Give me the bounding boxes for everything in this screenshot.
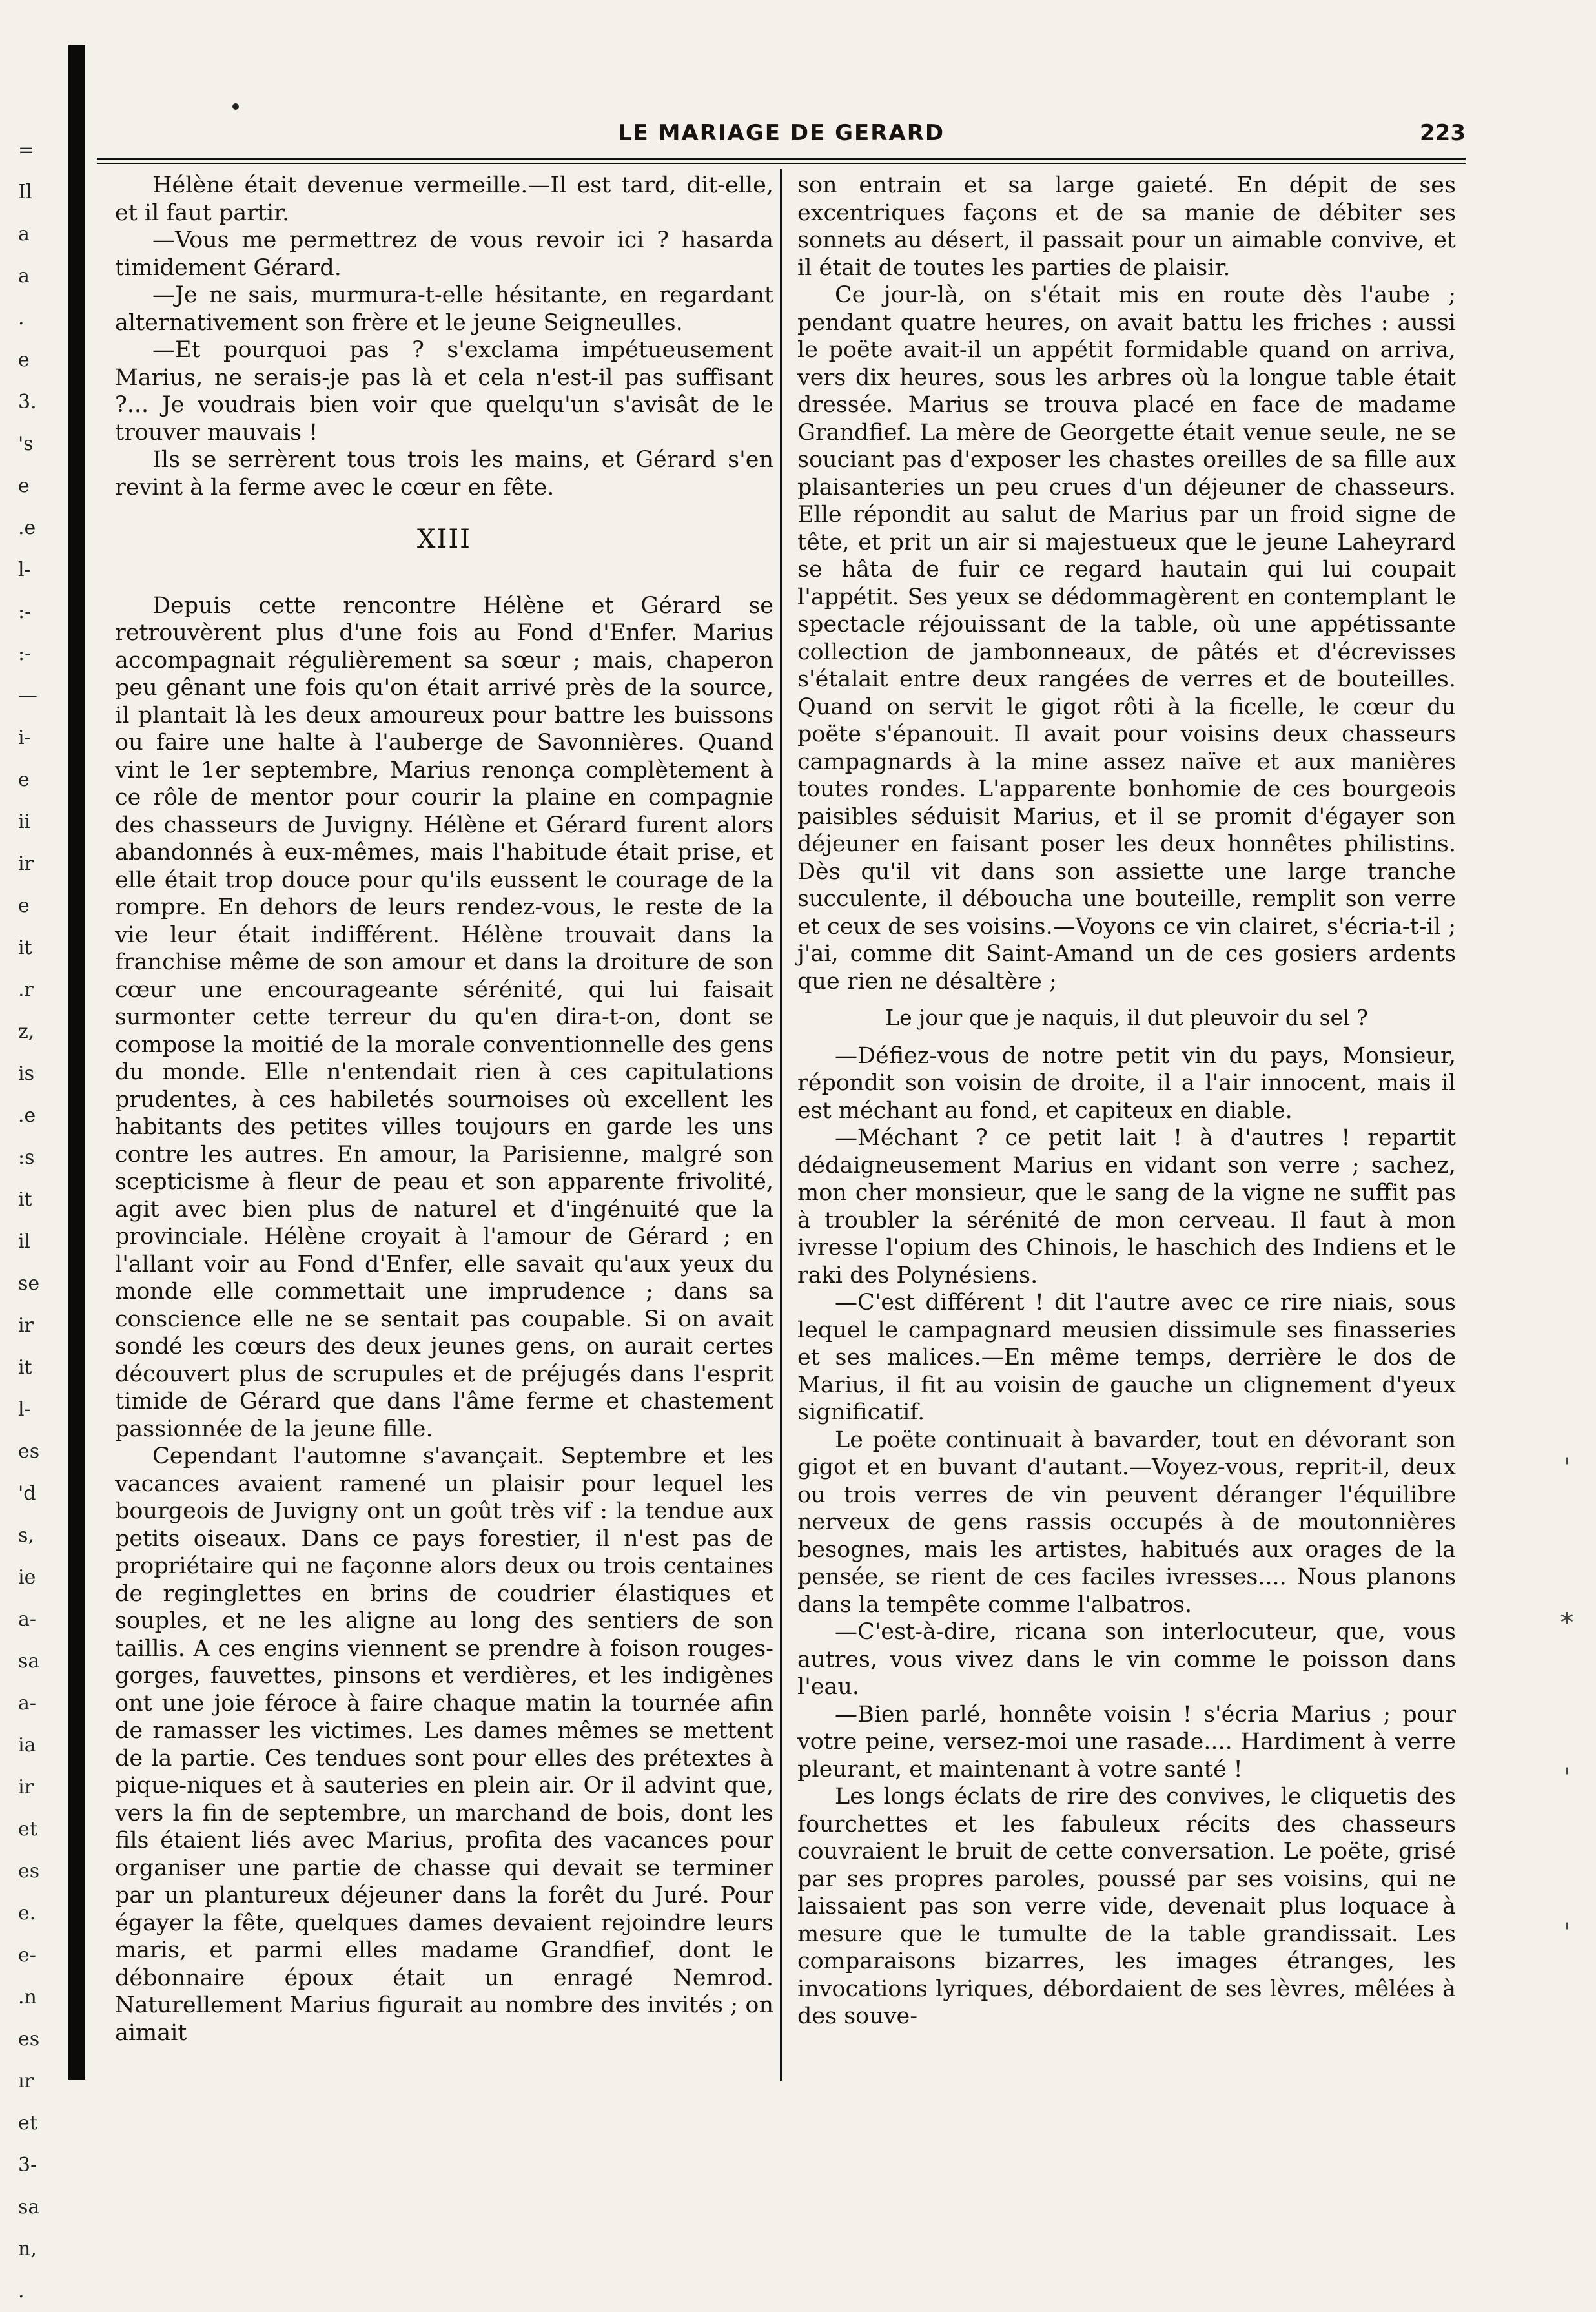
left-margin-bleedthrough [0,129,62,2302]
margin-fragment: ır [18,2070,34,2092]
margin-fragment: 3- [18,2154,37,2176]
margin-fragment: e [18,894,30,917]
paragraph: —C'est différent ! dit l'autre avec ce rire niais, sous lequel le campagnard meusien dissimule ses finasseries et ses malices.—En même temps, derrière le dos de Marius, il fit au voisin de gauche un clignement d'yeux significatif. [797,1290,1456,1425]
margin-mark: ' [1563,1918,1571,1948]
chapter-heading: XIII [417,524,471,554]
paragraph: —Bien parlé, honnête voisin ! s'écria Marius ; pour votre peine, versez-moi une rasade.... Hardiment à verre pleurant, et maintenant à votre santé ! [797,1701,1456,1782]
margin-fragment: :- [18,643,32,665]
margin-fragment: = [18,139,35,161]
paragraph: Cependant l'automne s'avançait. Septembre et les vacances avaient ramené un plaisir pour lequel les bourgeois de Juvigny ont un goût très vif : la tendue aux petits oiseaux. Dans ce pays forestier, il n'est pas de propriétaire qui ne façonne alors deux ou trois centaines de reginglettes en brins de coudrier élastiques et souples, et ne les aligne au long des sentiers de son taillis. A ces engins viennent se prendre à foison rouges-gorges, fauvettes, pinsons et verdières, et les indigènes ont une joie féroce à faire chaque matin la tournée afin de ramasser les victimes. Les dames mêmes se mettent de la partie. Ces tendues sont pour elles des prétextes à pique-niques et à sauteries en plein air. Or il advint que, vers la fin de septembre, un marchand de bois, dont les fils étaient liés avec Marius, profita des vacances pour organiser une partie de chasse qui devait se terminer par un plantureux déjeuner dans la forêt du Juré. Pour égayer la fête, quelques dames devaient rejoindre leurs maris, et parmi elles madame Grandfief, dont le débonnaire époux était un enragé Nemrod. Naturellement Marius figurait au nombre des invités ; on aimait [115,1443,773,2046]
paragraph: —Je ne sais, murmura-t-elle hésitante, en regardant alternativement son frère et le jeune Seigneulles. [115,282,773,336]
margin-mark: ' [1563,1763,1571,1793]
paragraph: Hélène était devenue vermeille.—Il est tard, dit-elle, et il faut partir. [115,172,773,226]
margin-fragment: e. [18,1902,36,1925]
paragraph: —Vous me permettrez de vous revoir ici ? hasarda timidement Gérard. [115,227,773,281]
margin-fragment: l- [18,1398,31,1421]
margin-fragment: sa [18,2196,40,2218]
right-column [797,172,1456,2083]
margin-fragment: . [18,307,25,329]
margin-fragment: e [18,769,30,791]
column-divider [780,169,782,2081]
margin-fragment: e [18,475,30,497]
margin-fragment: 'd [18,1482,36,1505]
margin-fragment: :s [18,1146,35,1169]
margin-fragment: et [18,1818,37,1841]
margin-fragment: .n [18,1986,37,2008]
paragraph: Ce jour-là, on s'était mis en route dès l'aube ; pendant quatre heures, on avait battu les friches : aussi le poëte avait-il un appétit formidable quand on arriva, vers dix heures, sous les arbres où la longue table était dressée. Marius se trouva placé en face de madame Grandfief. La mère de Georgette était venue seule, ne se souciant pas d'exposer les chastes oreilles de sa fille aux plaisanteries un peu crues d'un déjeuner de chasseurs. Elle répondit au salut de Marius par un froid signe de tête, et prit un air si majestueux que le jeune Laheyrard se hâta de fuir ce regard hautain qui lui coupait l'appétit. Ses yeux se dédommagèrent en contemplant le spectacle réjouissant de la table, où une appétissante collection de jambonneaux, de pâtés et d'écrevisses s'étalait entre deux rangées de verres et de bouteilles. Quand on servit le gigot rôti à la ficelle, le cœur du poëte s'épanouit. Il avait pour voisins deux chasseurs campagnards à la mine assez naïve et aux manières toutes rondes. L'apparente bonhomie de ces bourgeois paisibles séduisit Marius, et il se promit d'égayer son déjeuner en faisant poser les deux honnêtes philistins. Dès qu'il vit dans son assiette une large tranche succulente, il déboucha une bouteille, remplit son verre et ceux de ses voisins.—Voyons ce vin clairet, s'écria-t-il ; j'ai, comme dit Saint-Amand un de ces gosiers ardents que rien ne désaltère ; [797,282,1456,995]
margin-fragment: et [18,2112,37,2134]
paragraph: son entrain et sa large gaieté. En dépit de ses excentriques façons et de sa manie de débiter ses sonnets au désert, il passait pour un aimable convive, et il était de toutes les parties de plaisir. [797,172,1456,281]
margin-fragment: es [18,2028,40,2050]
margin-fragment: 3. [18,391,37,413]
margin-fragment: i- [18,727,31,749]
margin-fragment: a [18,223,30,245]
paragraph: —C'est-à-dire, ricana son interlocuteur, que, vous autres, vous vivez dans le vin comme le poisson dans l'eau. [797,1619,1456,1700]
binding-edge-bar [68,45,85,2080]
margin-fragment: sa [18,1650,40,1673]
margin-fragment: ie [18,1566,36,1589]
margin-mark: ' [1563,1453,1571,1483]
header-rule-thin [97,163,1466,164]
margin-fragment: Il [18,181,32,203]
running-title: LE MARIAGE DE GERARD [617,120,945,146]
margin-fragment: a- [18,1692,37,1715]
left-column [115,172,773,2083]
running-header [97,115,1466,154]
paragraph: —Méchant ? ce petit lait ! à d'autres ! repartit dédaigneusement Marius en vidant son verre ; sachez, mon cher monsieur, que le sang de la vigne ne suffit pas à troubler la sérénité de mon cerveau. Il faut à mon ivresse l'opium des Chinois, le haschich des Indiens et le raki des Polynésiens. [797,1125,1456,1288]
paragraph: Les longs éclats de rire des convives, le cliquetis des fourchettes et les fabuleux récits des chasseurs couvraient le bruit de cette conversation. Le poëte, grisé par ses propres paroles, poussé par ses voisins, qui ne laissaient pas son verre vide, devenait plus loquace à mesure que le tumulte de la table grandissait. Les comparaisons bizarres, les images étranges, les invocations lyriques, débordaient de ses lèvres, mêlées à des souve- [797,1784,1456,2029]
margin-fragment: ir [18,1314,34,1337]
margin-fragment: .e [18,1104,36,1127]
paragraph: —Et pourquoi pas ? s'exclama impétueusement Marius, ne serais-je pas là et cela n'est-il pas suffisant ?... Je voudrais bien voir que quelqu'un s'avisât de le trouver mauvais ! [115,337,773,446]
margin-fragment: .e [18,517,36,539]
margin-fragment: — [18,685,37,707]
margin-fragment: . [18,2280,25,2302]
margin-fragment: :- [18,601,32,623]
verse-quote: Le jour que je naquis, il dut pleuvoir du sel ? [885,1005,1368,1030]
margin-fragment: se [18,1272,40,1295]
margin-fragment: l- [18,559,31,581]
margin-fragment: ir [18,1776,34,1799]
margin-fragment: a- [18,1608,37,1631]
header-rule-thick [97,158,1466,160]
margin-fragment: e [18,349,30,371]
page-number: 223 [1420,120,1466,146]
right-margin-marks [1538,1453,1596,2099]
margin-fragment: es [18,1440,40,1463]
margin-fragment: ii [18,810,31,833]
margin-fragment: 's [18,433,34,455]
paragraph: —Défiez-vous de notre petit vin du pays, Monsieur, répondit son voisin de droite, il a l'air innocent, mais il est méchant au fond, et capiteux en diable. [797,1042,1456,1124]
margin-fragment: es [18,1860,40,1883]
margin-fragment: .r [18,978,34,1001]
margin-fragment: s, [18,1524,34,1547]
paragraph: Depuis cette rencontre Hélène et Gérard se retrouvèrent plus d'une fois au Fond d'Enfer. Marius accompagnait régulièrement sa sœur ; mais, chaperon peu gênant une fois qu'on était arrivé près de la source, il plantait là les deux amoureux pour battre les buissons ou faire une halte à l'auberge de Savonnières. Quand vint le 1er septembre, Marius renonça complètement à ce rôle de mentor pour courir la plaine en compagnie des chasseurs de Juvigny. Hélène et Gérard furent alors abandonnés à eux-mêmes, mais l'habitude était prise, et elle était trop douce pour qu'ils eussent le courage de la rompre. En dehors de leurs rendez-vous, le reste de la vie leur était indifférent. Hélène trouvait dans la franchise même de son amour et dans la droiture de son cœur une encourageante sérénité, qui lui faisait surmonter cette terreur du qu'en dira-t-on, dont se compose la moitié de la morale conventionnelle des gens du monde. Elle n'entendait rien à ces capitulations prudentes, à ces habiletés sournoises où excellent les habitants des petites villes toujours en garde les uns contre les autres. En amour, la Parisienne, malgré son scepticisme à fleur de peau et son apparente frivolité, agit avec bien plus de naturel et d'ingénuité que la provinciale. Hélène croyait à l'amour de Gérard ; en l'allant voir au Fond d'Enfer, elle savait qu'aux yeux du monde elle commettait une imprudence ; dans sa conscience elle ne se sentait pas coupable. Si on avait sondé les cœurs des deux jeunes gens, on aurait certes découvert plus de scrupules et de préjugés dans l'esprit timide de Gérard que dans l'âme ferme et chastement passionnée de la jeune fille. [115,592,773,1442]
margin-fragment: n, [18,2238,37,2260]
margin-fragment: a [18,265,30,287]
margin-fragment: it [18,936,32,959]
paragraph: Ils se serrèrent tous trois les mains, et Gérard s'en revint à la ferme avec le cœur en fête. [115,447,773,501]
margin-fragment: e- [18,1944,36,1966]
paragraph: Le poëte continuait à bavarder, tout en dévorant son gigot et en buvant d'autant.—Voyez-vous, reprit-il, deux ou trois verres de vin peuvent déranger l'équilibre nerveux de gens rassis occupés à de moutonnières besognes, mais les artistes, habitués aux orages de la pensée, se rient de ces faciles ivresses.... Nous planons dans la tempête comme l'albatros. [797,1427,1456,1618]
margin-fragment: ia [18,1734,36,1757]
margin-fragment: it [18,1188,32,1211]
margin-fragment: z, [18,1020,35,1043]
margin-fragment: is [18,1062,34,1085]
margin-fragment: ir [18,852,34,875]
margin-fragment: it [18,1356,32,1379]
ink-speck [232,103,239,110]
margin-fragment: il [18,1230,31,1253]
margin-mark: * [1560,1608,1573,1638]
